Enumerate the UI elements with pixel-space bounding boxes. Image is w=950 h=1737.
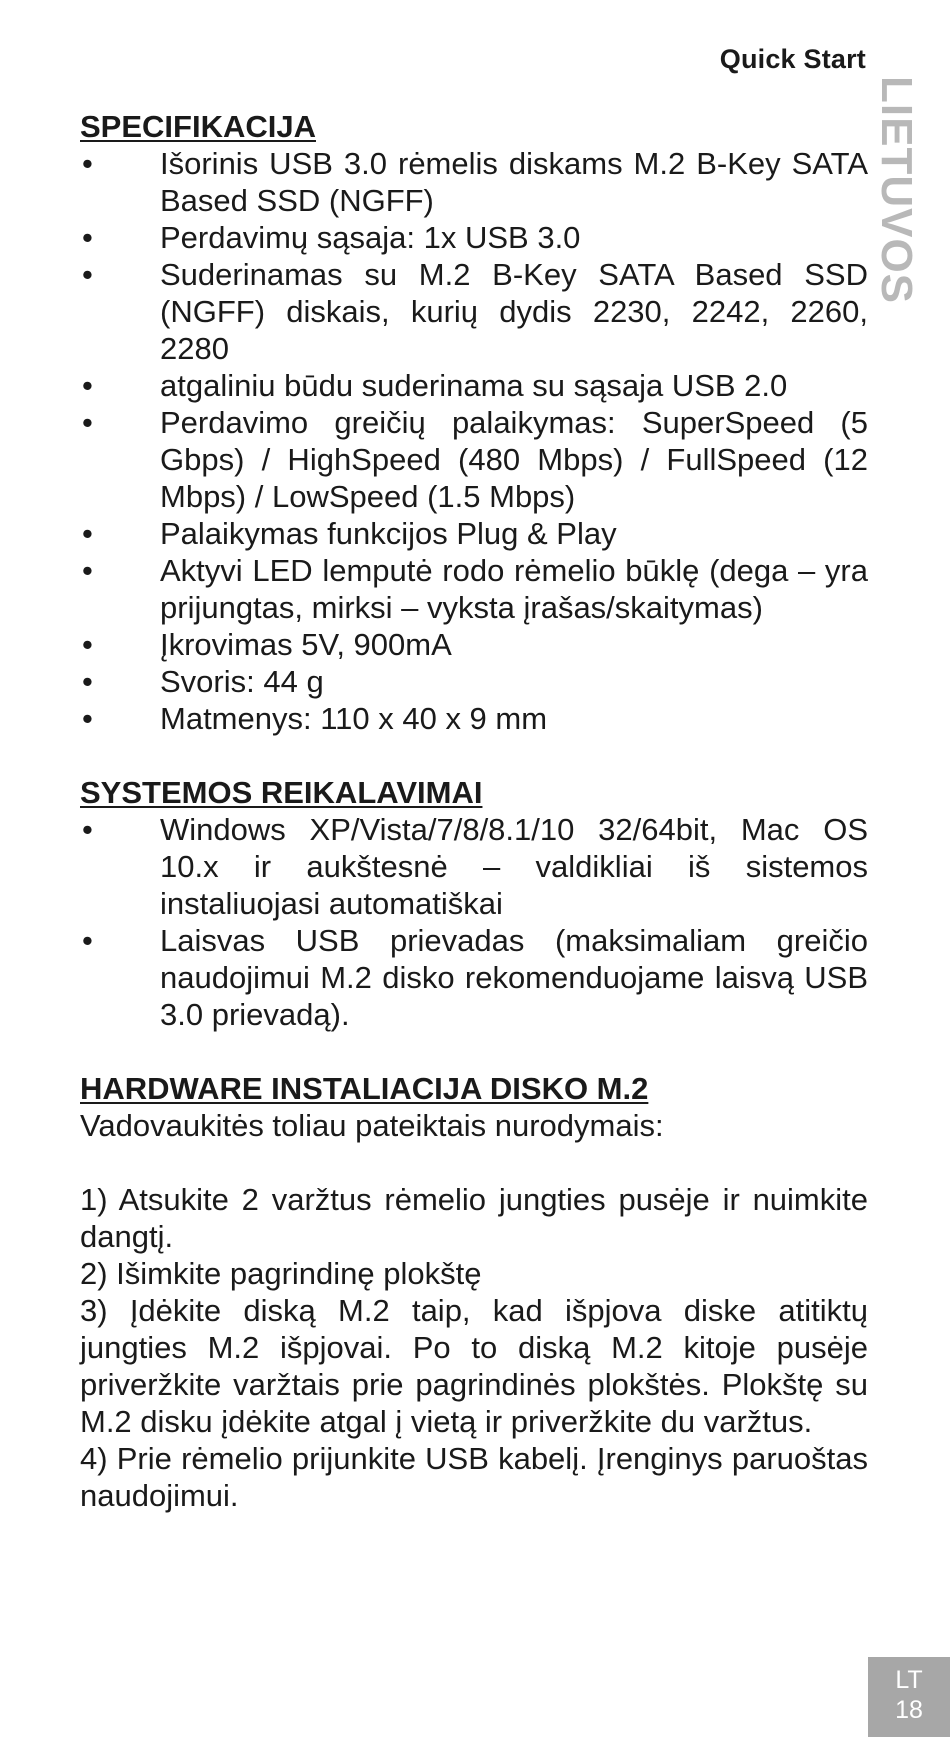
page-number: 18 <box>895 1696 923 1724</box>
spec-item: • Svoris: 44 g <box>80 663 868 700</box>
requirements-section-title: SYSTEMOS REIKALAVIMAI <box>80 775 483 810</box>
spec-item: • Įkrovimas 5V, 900mA <box>80 626 868 663</box>
spec-list <box>80 145 868 737</box>
spec-section-title: SPECIFIKACIJA <box>80 109 316 144</box>
spec-item: • Palaikymas funkcijos Plug & Play <box>80 515 868 552</box>
document-content <box>80 108 868 1514</box>
language-code: LT <box>895 1666 923 1694</box>
spec-item: • Matmenys: 110 x 40 x 9 mm <box>80 700 868 737</box>
spec-item: • Perdavimų sąsaja: 1x USB 3.0 <box>80 219 868 256</box>
install-step: 4) Prie rėmelio prijunkite USB kabelį. Įrenginys paruoštas naudojimui. <box>80 1441 868 1513</box>
spec-item: • Suderinamas su M.2 B-Key SATA Based SSD (NGFF) diskais, kurių dydis 2230, 2242, 2260, 2280 <box>80 256 868 367</box>
hardware-intro: Vadovaukitės toliau pateiktais nurodymais: <box>80 1108 664 1143</box>
page-number-badge <box>868 1657 950 1737</box>
side-language-label: LIETUVOS <box>872 76 921 305</box>
spec-item: • Išorinis USB 3.0 rėmelis diskams M.2 B-Key SATA Based SSD (NGFF) <box>80 145 868 219</box>
spec-item: • Perdavimo greičių palaikymas: SuperSpeed (5 Gbps) / HighSpeed (480 Mbps) / FullSpeed (12 Mbps) / LowSpeed (1.5 Mbps) <box>80 404 868 515</box>
requirements-list <box>80 811 868 1033</box>
requirement-item: • Laisvas USB prievadas (maksimaliam greičio naudojimui M.2 disko rekomenduojame laisvą USB 3.0 prievadą). <box>80 922 868 1033</box>
requirement-item: • Windows XP/Vista/7/8/8.1/10 32/64bit, Mac OS 10.x ir aukštesnė – valdikliai iš sistemos instaliuojasi automatiškai <box>80 811 868 922</box>
install-step: 1) Atsukite 2 varžtus rėmelio jungties pusėje ir nuimkite dangtį. <box>80 1182 868 1254</box>
install-step: 2) Išimkite pagrindinę plokštę <box>80 1256 482 1291</box>
install-step: 3) Įdėkite diską M.2 taip, kad išpjova diske atitiktų jungties M.2 išpjovai. Po to diską M.2 kitoje pusėje priveržkite varžtais prie pagrindinės plokštės. Plokštę su M.2 disku įdėkite atgal į vietą ir priveržkite du varžtus. <box>80 1293 868 1439</box>
spec-item: • Aktyvi LED lemputė rodo rėmelio būklę (dega – yra prijungtas, mirksi – vyksta įrašas/skaitymas) <box>80 552 868 626</box>
page-header-title: Quick Start <box>719 44 866 74</box>
spec-item: • atgaliniu būdu suderinama su sąsaja USB 2.0 <box>80 367 868 404</box>
hardware-section-title: HARDWARE INSTALIACIJA DISKO M.2 <box>80 1071 649 1106</box>
